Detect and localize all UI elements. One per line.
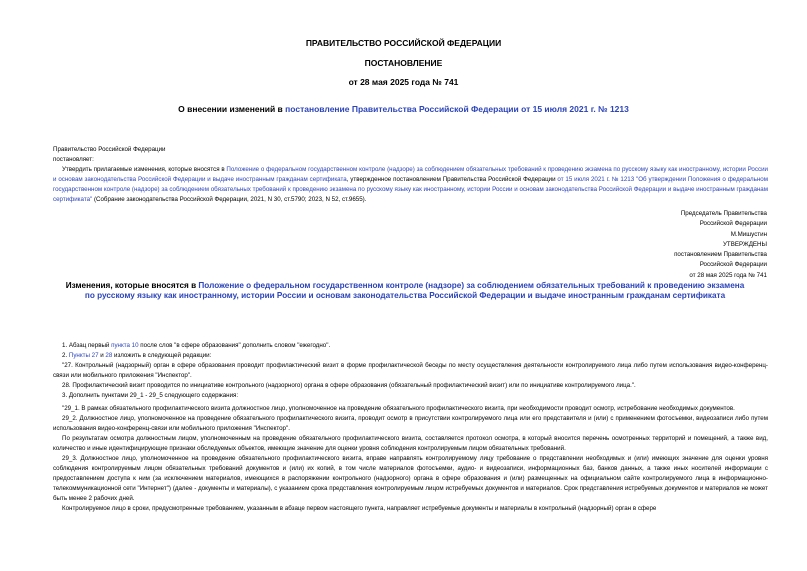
changes-title-link[interactable]: Положение о федеральном государственном контроле (надзоре) за соблюдением обязательных требований к проведению экзамена по русскому языку как иностранному, истории России и основам законодательства Российской Федерации и выдаче иностранным гражданам сертификата [84,281,745,300]
approved-date: от 28 мая 2025 года № 741 [689,271,767,279]
intro-p1-mid: , утвержденное постановлением Правительства Российской Федерации [346,176,558,183]
doc-type-heading: ПОСТАНОВЛЕНИЕ [364,58,443,68]
intro-p1-prefix: Утвердить прилагаемые изменения, которые вносятся в [62,166,227,173]
document-title [0,104,807,114]
approved-label: УТВЕРЖДЕНЫ [723,240,767,248]
item-1-prefix: 1. Абзац первый [62,342,112,349]
item-29-3-b: Контролируемое лицо в сроки, предусмотренные требованием, указанным в абзаце первом настоящего пункта, направляет истребуемые документы и материалы в контрольный (надзорный) орган в сфере [62,505,657,512]
item-2-link-28[interactable]: 28 [105,352,113,359]
approved-by: постановлением Правительства [674,251,767,259]
approved-org: Российской Федерации [699,261,767,269]
item-2-suffix: изложить в следующей редакции: [112,352,212,359]
item-1 [53,341,768,351]
intro-paragraph [53,165,768,205]
intro-p1-suffix: (Собрание законодательства Российской Федерации, 2021, N 30, ст.5790; 2023, N 52, ст.9655). [92,196,367,203]
intro-block [53,145,768,205]
intro-line-1: Правительство Российской Федерации [53,146,166,153]
changes-title [60,281,750,301]
item-1-link[interactable]: пункта 10 [111,342,139,349]
item-29-3: 29_3. Должностное лицо, уполномоченное на проведение обязательного профилактического визита, вправе направлять контролируемому лицу требование о представлении необходимых и (или) имеющих значение для оценки уровня соблюдения контролируемым лицом обязательных требований документов и (или) их копий, в том числе материалов фотосъемки, аудио- и видеозаписи, информационных баз, банков данных, а также иных носителей информации с предоставлением доступа к ним (за исключением материалов, имеющихся в распоряжении контрольного (надзорного) органа в сфере образования и (или) размещенных на официальном сайте контролируемого лица в информационно-телекоммуникационной сети "Интернет") (далее - документы и материалы), с указанием срока представления контролируемым лицом истребуемых документов и материалов. Срок представления истребуемых документов и материалов не может быть менее 2 рабочих дней. [53,455,768,502]
item-27: "27. Контрольный (надзорный) орган в сфере образования проводит профилактический визит в форме профилактической беседы по месту осуществления деятельности контролируемого лица либо путем использования видео-конференц-связи или мобильного приложения "Инспектор". [53,362,768,379]
item-2-num: 2. [62,352,69,359]
signature-position: Председатель Правительства [680,210,767,217]
changes-title-prefix: Изменения, которые вносятся в [65,281,199,290]
item-29-1: "29_1. В рамках обязательного профилактического визита должностное лицо, уполномоченное на проведение обязательного профилактического визита, при необходимости проводит осмотр, истребование необходимых документов. [62,405,735,412]
date-number-heading: от 28 мая 2025 года № 741 [348,77,459,87]
signature-block [674,209,767,281]
title-prefix: О внесении изменений в [178,104,286,114]
signature-org: Российской Федерации [699,220,767,228]
item-29-2-b: По результатам осмотра должностным лицом, уполномоченным на проведение обязательного профилактического визита, составляется протокол осмотра, в который вносится перечень осмотренных территорий и помещений, а также вид, количество и иные идентифицирующие признаки обследуемых объектов, имеющие значение для оценки уровня соблюдения контролируемым лицом обязательных требований. [53,435,768,452]
item-3: 3. Дополнить пунктами 29_1 - 29_5 следующего содержания: [62,392,239,399]
changes-body [53,341,768,514]
intro-p1-link-regulation[interactable]: Положение о федеральном государственном контроле (надзоре) за соблюдением обязательных требований к проведению экзамена по русскому языку как иностранному, истории России и основам законодательства Российской Федерации и выдаче иностранным гражданам сертификата [53,166,768,183]
intro-p1-link-decree[interactable]: от 15 июля 2021 г. № 1213 "Об утверждении Положения о федеральном государственном контроле (надзоре) за соблюдением обязательных требований к проведению экзамена по русскому языку как иностранному, истории России и основам законодательства Российской Федерации и выдаче иностранным гражданам сертификата" [53,176,768,203]
government-heading: ПРАВИТЕЛЬСТВО РОССИЙСКОЙ ФЕДЕРАЦИИ [305,38,502,48]
intro-line-2: постановляет: [53,156,94,163]
item-2-and: и [98,352,106,359]
item-1-suffix: после слов "в сфере образования" дополнить словом "ежегодно". [138,342,331,349]
item-2 [53,351,768,361]
item-2-link-27[interactable]: Пункты 27 [68,352,99,359]
item-29-2: 29_2. Должностное лицо, уполномоченное на проведение обязательного профилактического визита, проводит осмотр в присутствии контролируемого лица или его представителя и (или) с применением фотосъемки, видеозаписи либо путем использования видео-конференц-связи или мобильного приложения "Инспектор". [53,415,768,432]
item-28: 28. Профилактический визит проводится по инициативе контрольного (надзорного) органа в сфере образования (обязательный профилактический визит) или по инициативе контролируемого лица.". [62,382,636,389]
title-link[interactable]: постановление Правительства Российской Федерации от 15 июля 2021 г. № 1213 [285,104,629,114]
signature-name: М.Мишустин [730,230,767,238]
